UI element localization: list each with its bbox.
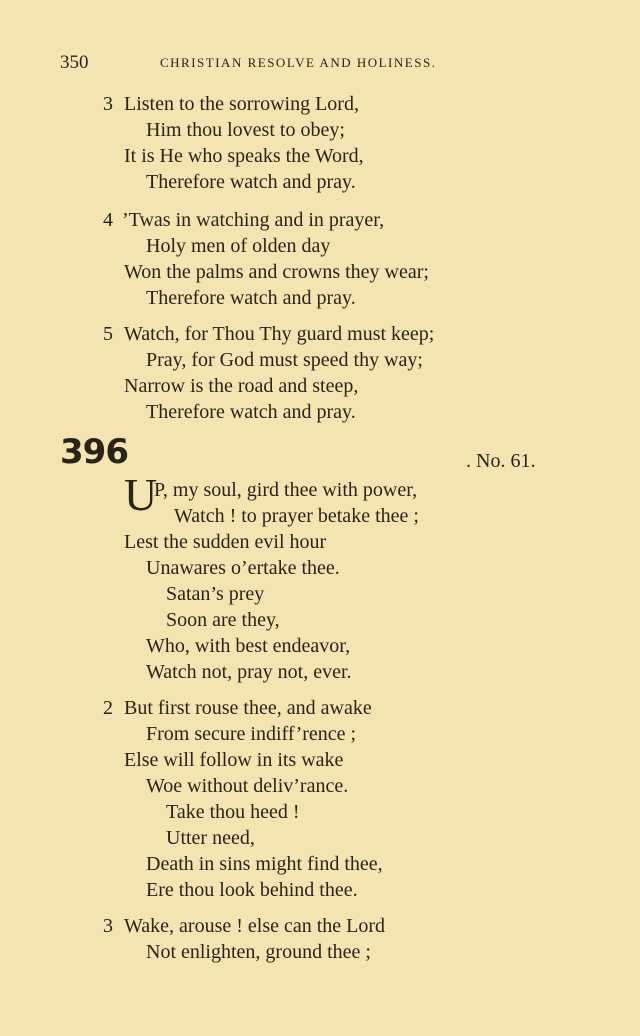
hymn-line: ’Twas in watching and in prayer, xyxy=(122,209,385,231)
hymn-line: Watch ! to prayer betake thee ; xyxy=(174,505,419,527)
hymn-line: Ere thou look behind thee. xyxy=(146,879,358,901)
hymn-line: Him thou lovest to obey; xyxy=(146,119,345,141)
stanza-number: 3 xyxy=(103,915,113,937)
hymn-line: From secure indiff’rence ; xyxy=(146,723,357,745)
hymn-line: Unawares o’ertake thee. xyxy=(146,557,340,579)
hymn-line: Therefore watch and pray. xyxy=(146,287,356,309)
page-header xyxy=(60,52,500,78)
hymn-line: Take thou heed ! xyxy=(166,801,300,823)
hymn-line: Woe without deliv’rance. xyxy=(146,775,349,797)
hymn-line: Wake, arouse ! else can the Lord xyxy=(124,915,386,937)
stanza-number: 2 xyxy=(103,697,113,719)
hymn-line: Holy men of olden day xyxy=(146,235,331,257)
hymn-line: Watch not, pray not, ever. xyxy=(146,661,352,683)
hymn-line: Death in sins might find thee, xyxy=(146,853,383,875)
tune-reference: . No. 61. xyxy=(466,450,536,472)
stanza-number: 3 xyxy=(103,93,113,115)
hymn-line: Watch, for Thou Thy guard must keep; xyxy=(124,323,435,345)
hymn-line: Pray, for God must speed thy way; xyxy=(146,349,423,371)
hymn-line: Listen to the sorrowing Lord, xyxy=(124,93,359,115)
hymn-line: Satan’s prey xyxy=(166,583,265,605)
stanza-number: 5 xyxy=(103,323,113,345)
hymn-line: It is He who speaks the Word, xyxy=(124,145,364,167)
hymn-line: Won the palms and crowns they wear; xyxy=(124,261,429,283)
page-number: 350 xyxy=(60,52,89,73)
hymn-line: Utter need, xyxy=(166,827,255,849)
running-head: CHRISTIAN RESOLVE AND HOLINESS. xyxy=(160,55,437,70)
hymn-line: P, my soul, gird thee with power, xyxy=(154,479,418,501)
stanza-number: 4 xyxy=(103,209,113,231)
hymn-line: But first rouse thee, and awake xyxy=(124,697,372,719)
hymn-line: Who, with best endeavor, xyxy=(146,635,351,657)
hymn-line: Soon are they, xyxy=(166,609,280,631)
hymn-number: 396 xyxy=(60,432,128,472)
hymn-line: Therefore watch and pray. xyxy=(146,401,356,423)
hymn-line: Therefore watch and pray. xyxy=(146,171,356,193)
hymn-line: Not enlighten, ground thee ; xyxy=(146,941,371,963)
hymn-line: Else will follow in its wake xyxy=(124,749,344,771)
drop-cap: U xyxy=(124,469,158,520)
hymn-line: Narrow is the road and steep, xyxy=(124,375,359,397)
hymn-line: Lest the sudden evil hour xyxy=(124,531,327,553)
